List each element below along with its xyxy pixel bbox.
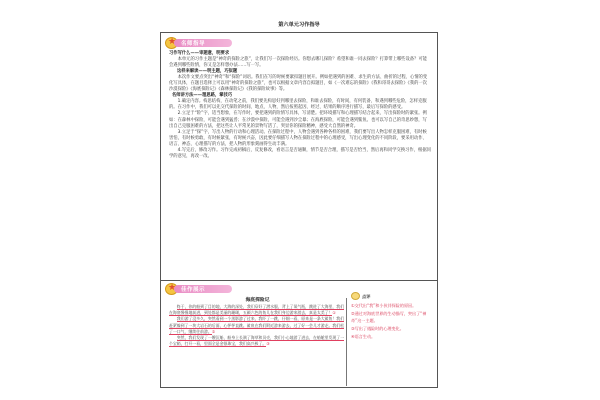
guidance-paragraph: 1.确定内容。构思结构，在动笔之前，我们要先构思好到哪里去探险，和谁去探险，有时间，有何装备，和遇到哪些危险，怎样克服的。在习作中，我们可以先交代探险的时间、地点、人物，然后按照起因、经过、结果的顺序进行描写，最后写探险的感受。: [169, 99, 427, 111]
content-frame: [160, 32, 438, 388]
guidance-body: [169, 51, 431, 160]
annotation-marker: ②: [211, 328, 216, 334]
showcase-section: [161, 281, 437, 389]
essay-paragraph: [169, 335, 346, 347]
guidance-section: [161, 33, 437, 281]
document-title: 第六单元习作指导: [278, 22, 320, 28]
comment-header: [351, 292, 435, 301]
banner-label: 佳作展示: [181, 286, 206, 293]
essay-panel: [169, 298, 347, 386]
essay-paragraph: [169, 304, 346, 316]
comment-panel: [351, 292, 435, 386]
guidance-paragraph: 本单元的习作主题是“神奇的探险之旅”，让我们写一次探险经历。你想去哪儿探险？希望和谁一同去探险？打算带上哪些设备？可能会遇到哪些险情，你又是怎样想办法……写一写。: [169, 57, 427, 69]
guidance-heading: 名师讲方法——理思路，掌技巧: [172, 93, 233, 99]
banner-label: 名师指导: [181, 40, 206, 47]
comment-list: [351, 302, 435, 340]
comment-item: ①交代出“我”和小伙伴探险的原因。: [351, 303, 417, 308]
guidance-heading: 这样来解读——明主题，巧拟题: [177, 69, 238, 75]
comment-item: ③写出了遇险时的心理变化。: [351, 326, 404, 331]
comment-item: ②通过对海底世界的生动描写，突出了“神奇”这一主题。: [351, 311, 427, 323]
comment-item: ④语言生动。: [351, 334, 376, 339]
guidance-paragraph: 4.写完后，修改习作。习作完成初稿后，反复修改，看语言是否通顺，情节是否合理，描写是否恰当，然后再和同学交换习作，根据同学的意见，再改一改。: [169, 147, 431, 159]
annotation-marker: ③: [266, 341, 270, 347]
essay-paragraph-text: 终于，你的船到了目的地，大海的深处，我们穿好了潜水服，背上了氧气瓶，跳进了大海里，我们在海底慢慢地前进，到处都是美丽的珊瑚，五颜六色的鱼儿在我们身边游来游去，真是太美了！: [169, 304, 345, 316]
essay-title: 海底探险记: [245, 298, 270, 303]
comment-header-label: 点评: [362, 293, 371, 299]
reviewer-avatar-icon: [351, 292, 360, 300]
annotation-marker: ①: [332, 310, 336, 316]
essay-paragraph-text: 突然，我们发现了一艘沉船，船身上长满了海草和贝壳，我们小心地游了进去，在船舱里发现了一个宝箱，打开一看，里面全是金银珠宝，我们高兴极了。: [169, 335, 345, 347]
showcase-banner: [165, 283, 233, 295]
document-page: [160, 20, 438, 392]
essay-paragraph-text: 我们游了没多久，突然看到一个黑影游了过来，我吓了一跳，仔细一看，原来是一条大鲨鱼！我们赶紧躲到了一块大岩石的后面，心怦怦直跳。鲨鱼在我们附近游来游去，过了好一会儿才游走。我们松了一口气，继续往前游。: [169, 316, 345, 334]
guidance-paragraph: 本次作文要点突出“神奇”和“探险”词语。我们在写的时候要紧扣题目展开。例如把遇到的困难、求生的方法、曲折的过程、心情的变化写具体，在题目选择上可以用“神奇的探险之旅”，也可以根据文章内容自拟题目，如《一次难忘的探险》《我和哥哥去探险》《我的一次沙漠探险》《海底探险记》《森林探险记》《我的探险故事》等。: [169, 75, 428, 93]
guidance-heading: 习作写什么——审题意，明要求: [169, 51, 230, 56]
guidance-banner: [165, 37, 233, 49]
essay-paragraph: [169, 316, 346, 335]
essay-body: [169, 304, 346, 347]
guidance-paragraph: 2.立足于“险”字，适当想象，在写作时，要把遇到的险情写具体，写清楚。把环境描写和心理描写结合起来，写出探险时的紧张。例如：在森林中探险，可能会遇到猛兽；在沙漠中探险，可能会遇到沙尘暴；在海底探险，可能会遇到鲨鱼。也可以写自己的奇思妙想，写出自己克服困难的方法，把这些让人平常见的景物写活了，突显你的探险精神，感受大自然的神奇。: [169, 111, 427, 129]
guidance-paragraph: 3.立足于“探”字，写出人物的行动和心理活动。在探险过程中，人物会遇到各种各样的困难，我们要写出人物怎样克服困难，有时候害怕，有时候勇敢，有时候紧张，有时候兴奋，因此要仔细描写人物在探险过程中的心理感受，写出心理变化的不同阶段，要采用动作、语言、神态、心理描写的方法，把人物的形象刻画得生动丰满。: [169, 129, 427, 147]
